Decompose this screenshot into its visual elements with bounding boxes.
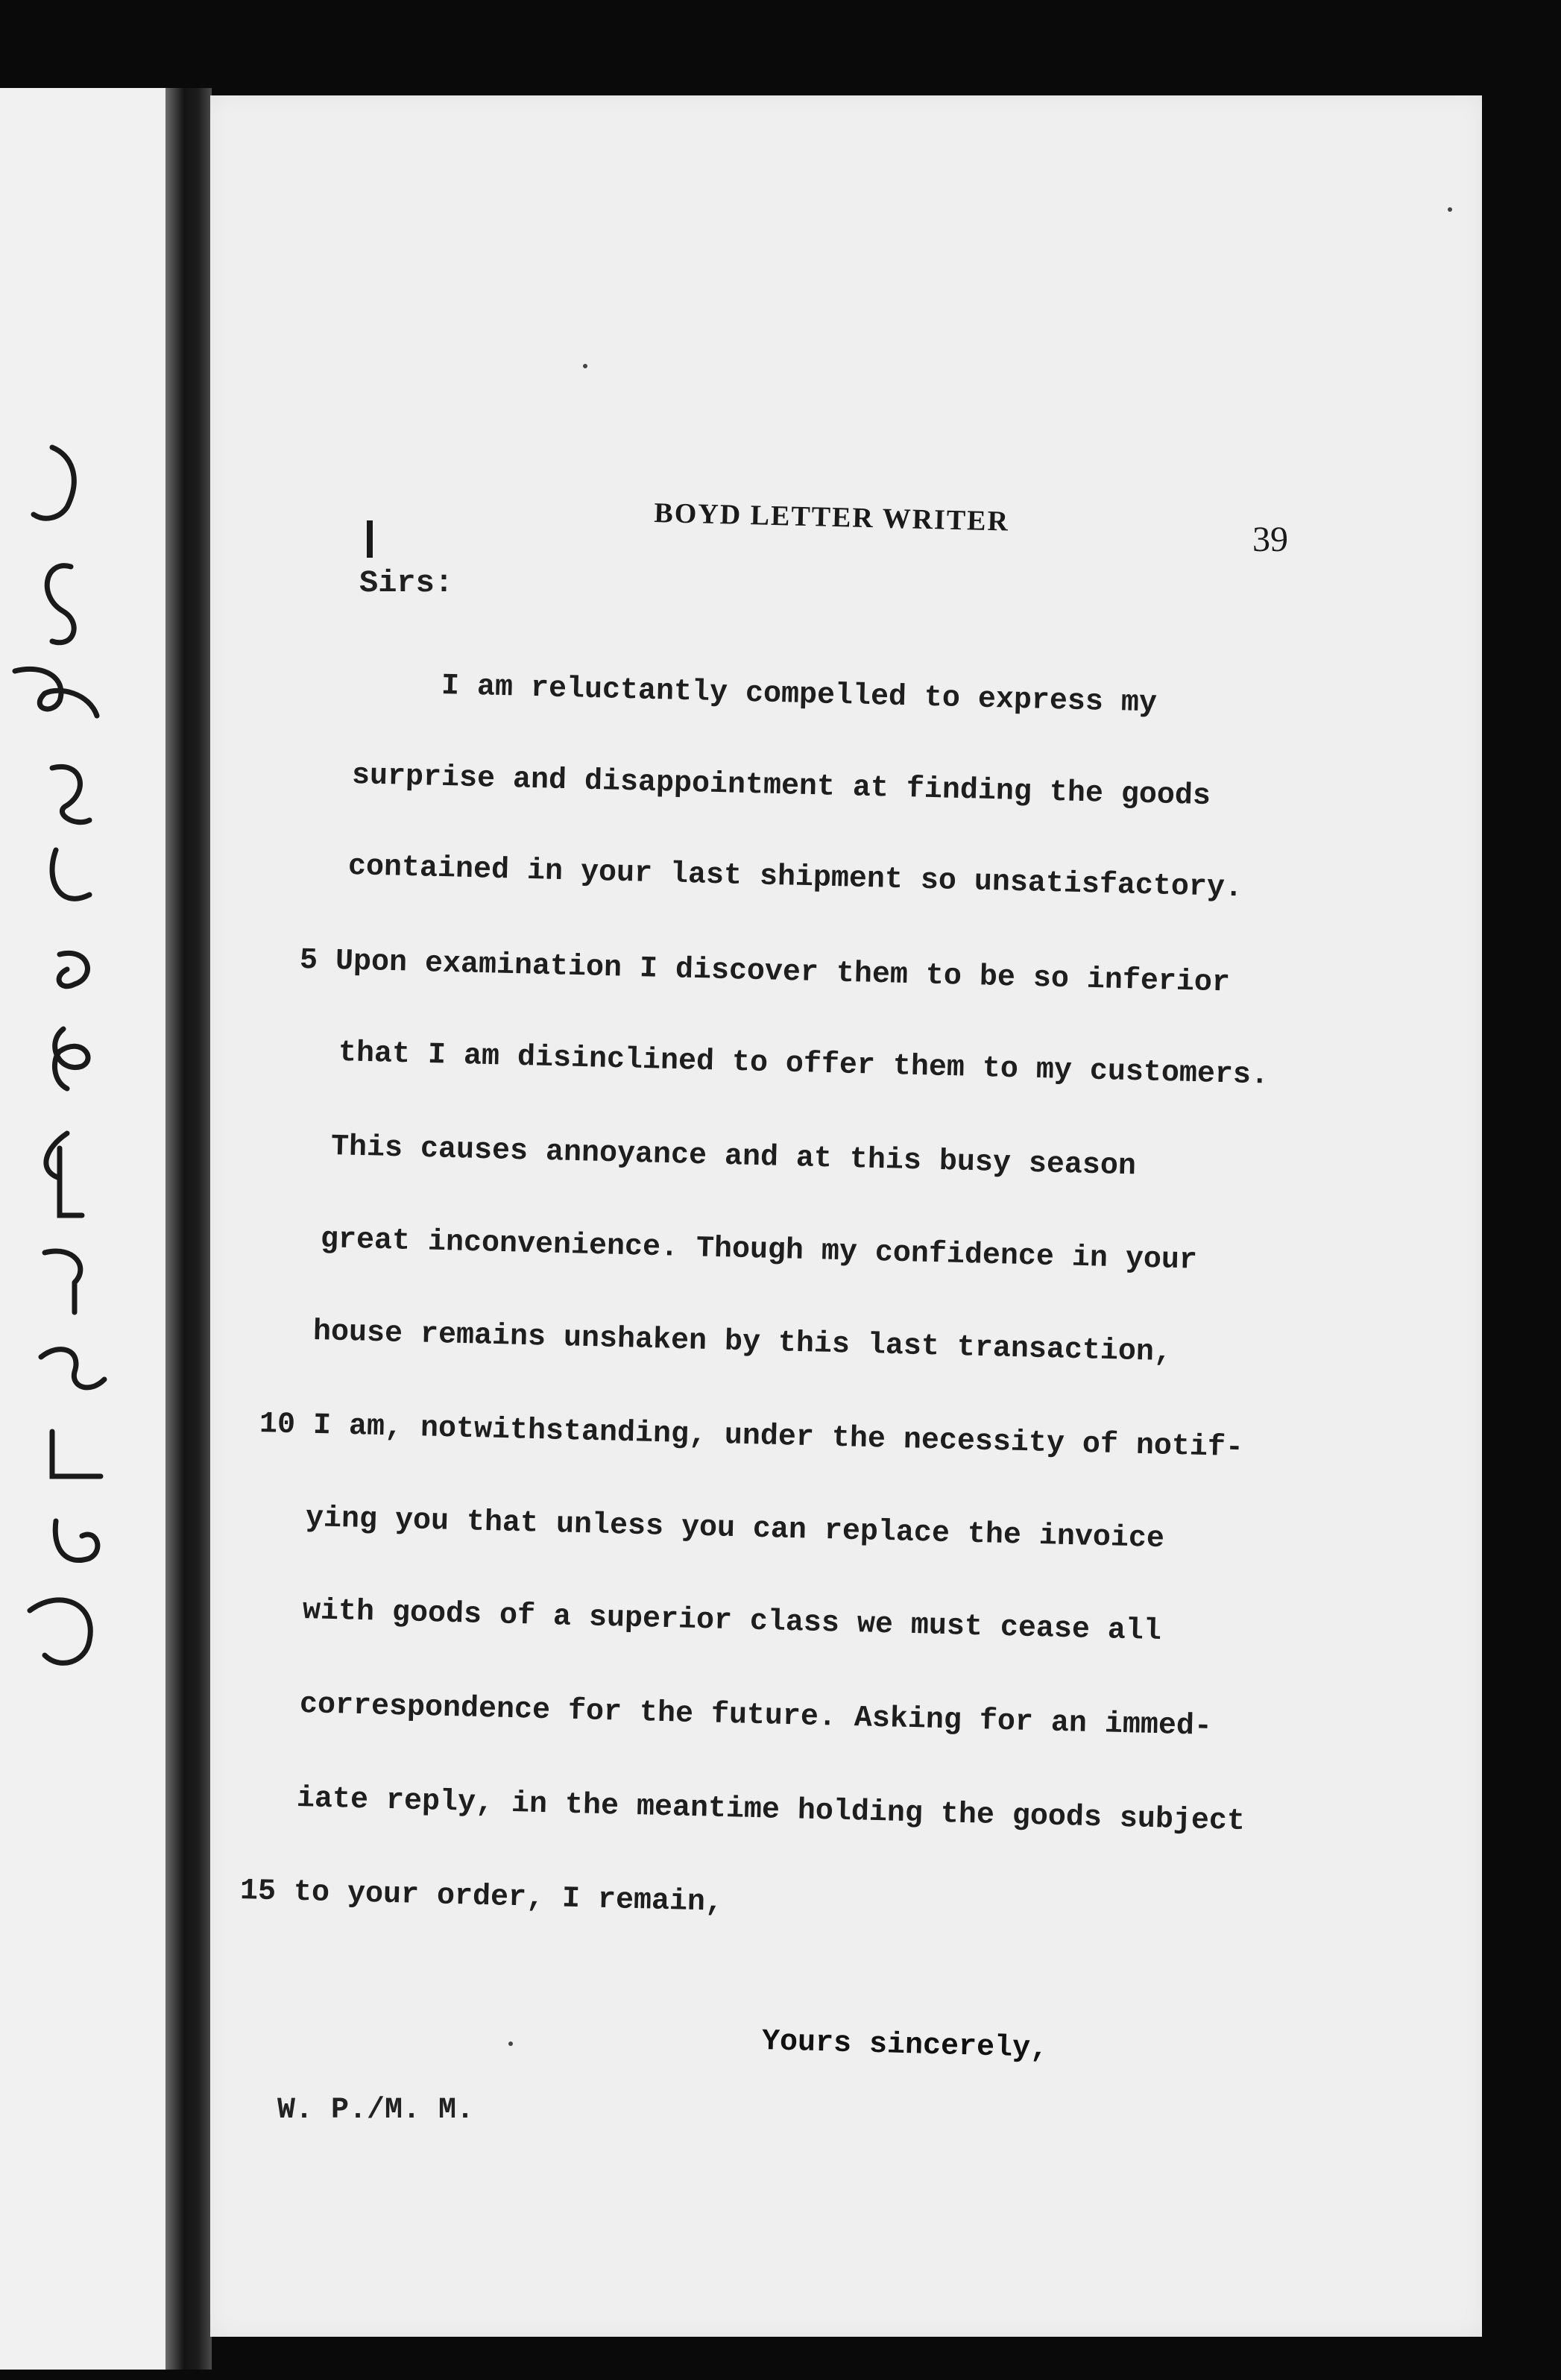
paper-speck (508, 2041, 513, 2046)
letter-line: 15 to your order, I remain, (239, 1874, 724, 1920)
shorthand-notes (0, 432, 149, 1700)
running-head: BOYD LETTER WRITER (653, 497, 1010, 538)
letter-line: I am reluctantly compelled to express my (441, 670, 1158, 721)
letter-line: that I am disinclined to offer them to my customers. (338, 1036, 1270, 1093)
reference-initials: W. P./M. M. (277, 2094, 475, 2127)
letter-line: correspondence for the future. Asking for an immed- (299, 1688, 1213, 1744)
letter-line: house remains unshaken by this last transaction, (312, 1315, 1173, 1370)
letter-line: This causes annoyance and at this busy season (330, 1130, 1137, 1184)
page-number: 39 (1252, 520, 1288, 559)
paper-speck (1448, 207, 1452, 212)
letter-line: 10 I am, notwithstanding, under the necessity of notif- (259, 1408, 1244, 1466)
letter-line: surprise and disappointment at finding the goods (351, 759, 1211, 814)
letter-line: ying you that unless you can replace the invoice (305, 1502, 1165, 1557)
letter-line: iate reply, in the meantime holding the goods subject (296, 1782, 1246, 1839)
letter-line: 5 Upon examination I discover them to be so inferior (299, 944, 1231, 1001)
letter-body (210, 95, 1482, 2337)
letter-line: with goods of a superior class we must cease all (302, 1594, 1162, 1649)
book-page (210, 95, 1482, 2337)
shorthand-outlines (0, 432, 149, 1700)
book-gutter (165, 88, 212, 2370)
closing: Yours sincerely, (761, 2025, 1049, 2067)
paper-speck (583, 364, 587, 368)
letter-line: great inconvenience. Though my confidence in your (320, 1223, 1198, 1278)
salutation: Sirs: (359, 565, 454, 601)
letter-line: contained in your last shipment so unsatisfactory. (347, 850, 1243, 906)
